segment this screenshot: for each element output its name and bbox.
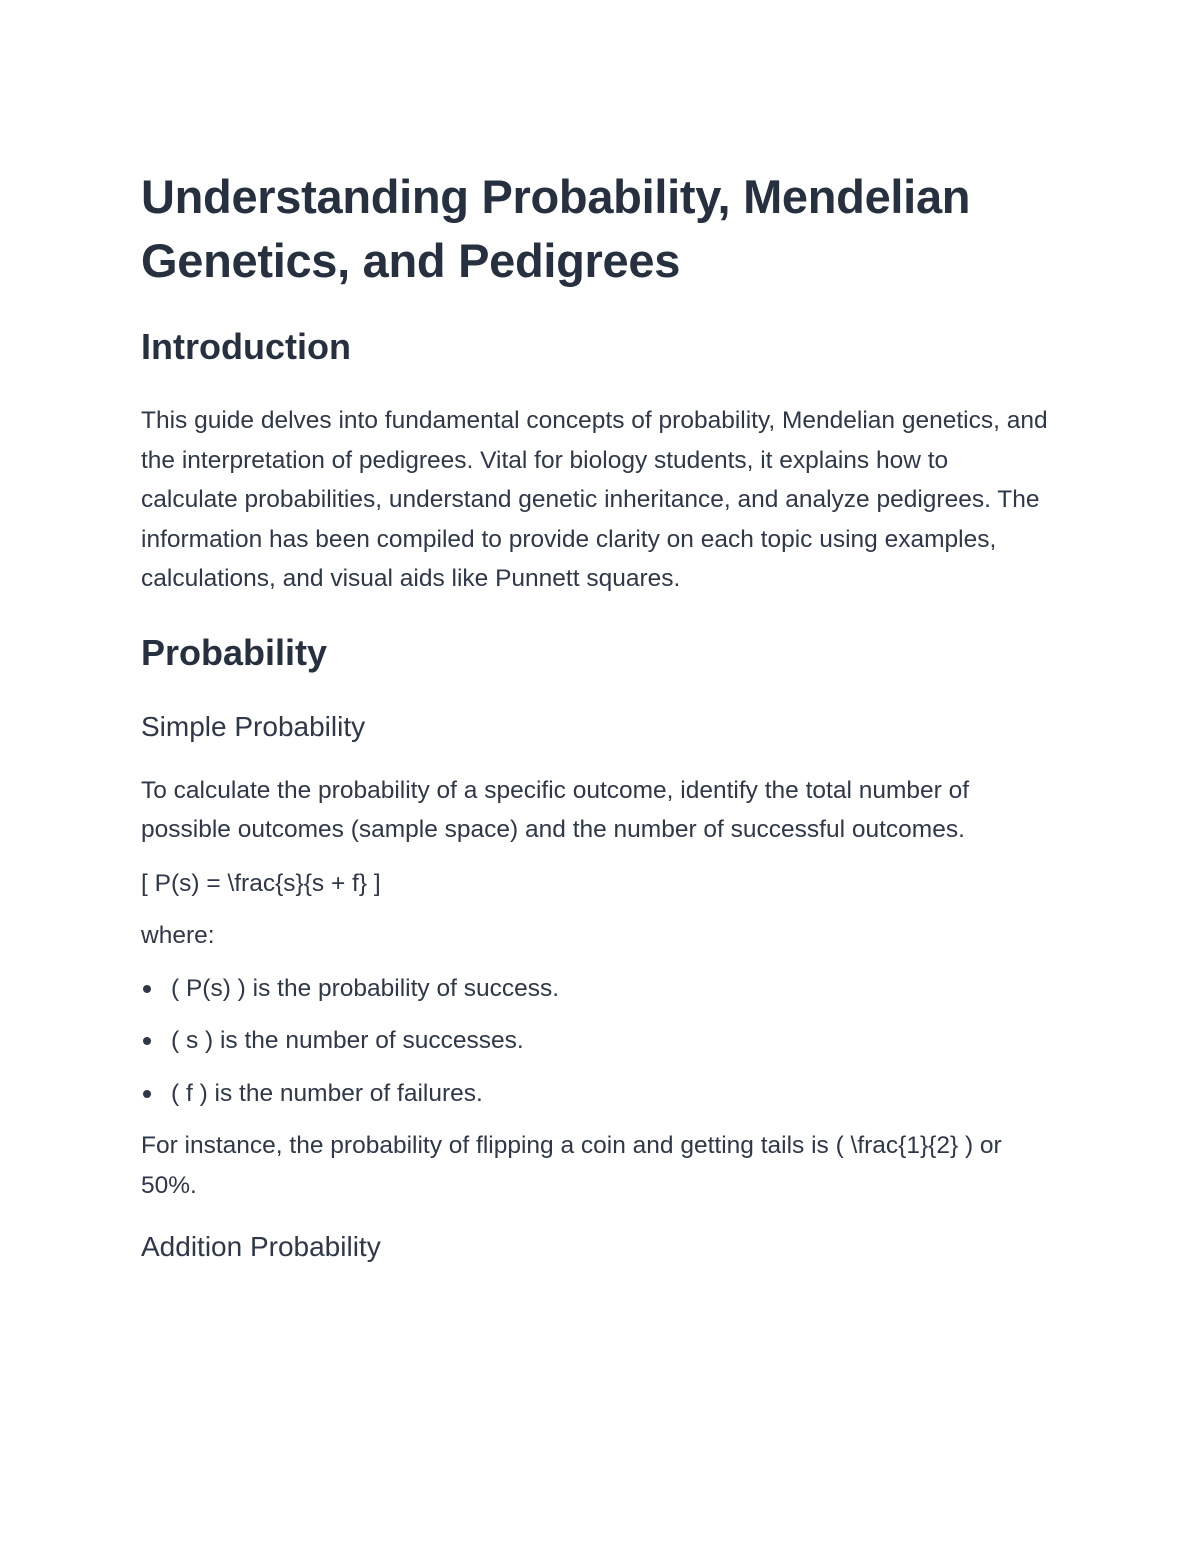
example-paragraph: For instance, the probability of flipping a coin and getting tails is ( \frac{1}{2} ) or 50%. — [141, 1132, 1002, 1199]
probability-heading: Probability — [141, 631, 328, 673]
simple-probability-heading: Simple Probability — [141, 710, 366, 742]
document-title: Understanding Probability, Mendelian Genetics, and Pedigrees — [141, 170, 971, 287]
list-item-text: ( P(s) ) is the probability of success. — [171, 974, 560, 1002]
introduction-heading: Introduction — [141, 326, 351, 367]
probability-formula: [ P(s) = \frac{s}{s + f} ] — [141, 869, 381, 897]
list-item — [141, 969, 1051, 1009]
addition-probability-heading: Addition Probability — [141, 1231, 381, 1262]
introduction-paragraph: This guide delves into fundamental concepts of probability, Mendelian genetics, and the interpretation of pedigrees. Vital for biology students, it explains how to calculate probabilities, understand genetic inheritance, and analyze pedigrees. The information has been compiled to provide clarity on each topic using examples, calculations, and visual aids like Punnett squares. — [141, 407, 1048, 592]
bullet-icon — [143, 1037, 151, 1045]
list-item — [141, 1074, 1051, 1114]
simple-probability-paragraph: To calculate the probability of a specific outcome, identify the total number of possible outcomes (sample space) and the number of successful outcomes. — [141, 776, 970, 843]
bullet-icon — [143, 985, 151, 993]
list-item — [141, 1021, 1051, 1061]
document-page — [141, 165, 1051, 1267]
list-item-text: ( s ) is the number of successes. — [171, 1027, 524, 1054]
variable-definitions-list — [141, 969, 1051, 1114]
bullet-icon — [143, 1090, 151, 1098]
list-item-text: ( f ) is the number of failures. — [171, 1079, 483, 1107]
where-label: where: — [141, 922, 215, 949]
